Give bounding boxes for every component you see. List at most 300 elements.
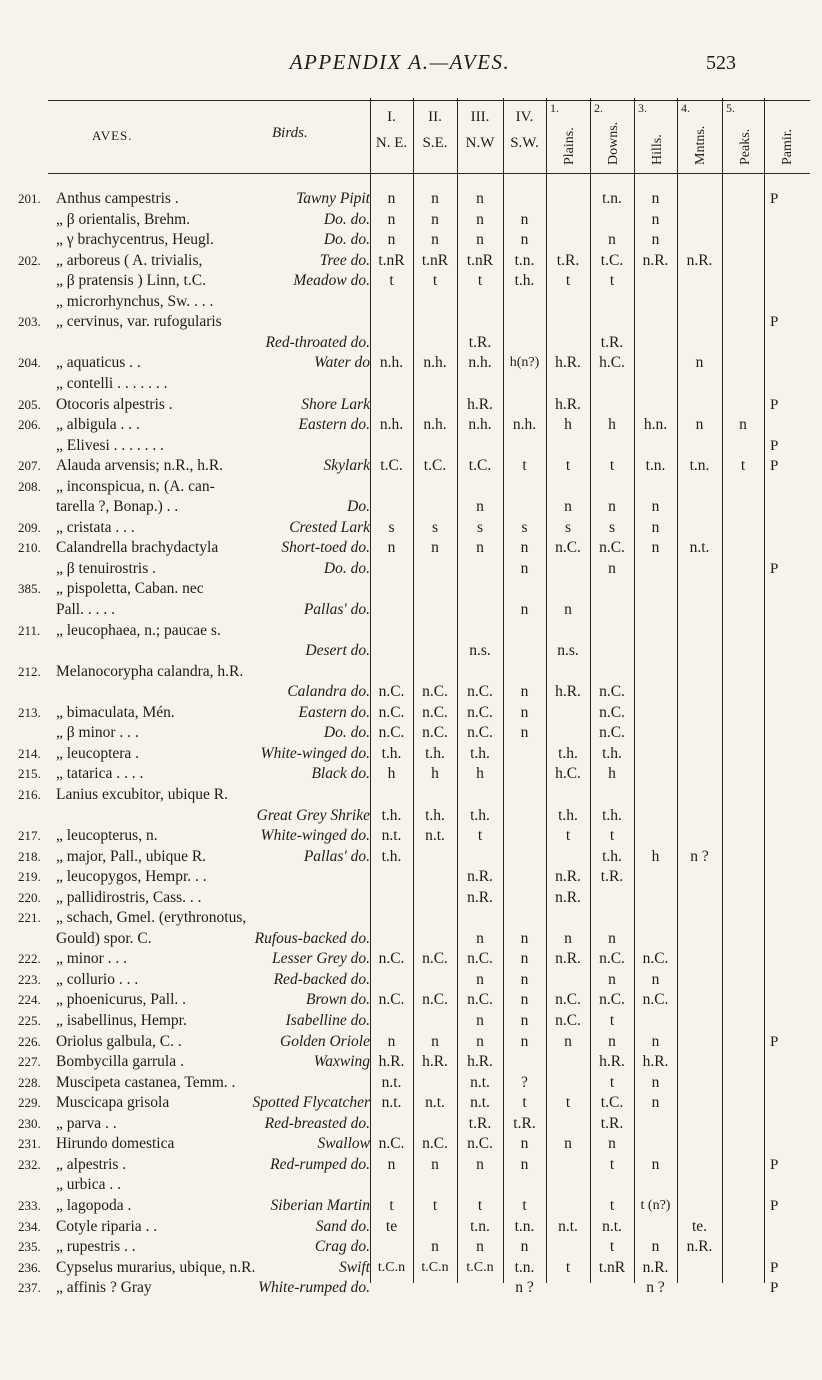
species-name: „ tatarica . . . . [56,765,144,783]
table-row [0,1277,822,1299]
occurrence-cell: n [431,231,439,249]
occurrence-cell: t.R. [513,1114,536,1132]
row-number: 212. [18,663,41,679]
occurrence-cell: t.n. [470,1217,490,1235]
zone-name: Mntns. [693,125,708,165]
occurrence-cell: n [520,601,529,618]
table-row [0,620,822,642]
english-name: Waxwing [313,1053,370,1071]
table-row [0,969,822,991]
occurrence-cell: n [431,1155,439,1173]
english-name: Sand do. [315,1217,370,1235]
species-name: Gould) spor. C. [56,929,152,947]
occurrence-cell: t.h. [381,744,402,762]
zone-name: Plains. [562,127,577,165]
occurrence-cell: t.h. [558,744,578,762]
occurrence-cell: n.t. [470,1073,490,1091]
occurrence-cell: n.C. [378,1135,405,1153]
row-number: 215. [18,766,41,782]
occurrence-cell: n.C. [422,991,448,1009]
occurrence-cell: n.C. [642,991,669,1009]
occurrence-cell: n [520,929,529,947]
occurrence-cell: t.n. [514,1217,535,1235]
occurrence-cell: n.C. [467,724,493,742]
species-name: „ affinis ? Gray [56,1279,152,1297]
occurrence-cell: n.h. [468,354,492,372]
zone-name: Peaks. [738,128,753,165]
occurrence-cell: n.t. [425,1094,445,1112]
english-name: Golden Oriole [280,1032,370,1050]
occurrence-cell: t.n. [514,1258,535,1276]
species-name: Melanocorypha calandra, h.R. [56,662,244,680]
table-row [0,578,822,600]
table-row [0,517,822,539]
occurrence-cell: n.C. [467,950,493,968]
occurrence-cell: n [476,210,484,228]
row-number: 234. [18,1218,41,1234]
occurrence-cell: n.C. [642,950,669,968]
table-row [0,270,822,292]
occurrence-cell: h.C. [599,354,625,372]
occurrence-cell: n.C. [422,683,448,701]
occurrence-cell: n.C. [422,950,448,968]
english-name: Spotted Flycatcher [252,1094,370,1112]
occurrence-cell: t.C. [600,251,624,269]
row-number: 224. [18,992,41,1008]
english-name: Pallas' do. [303,601,370,618]
occurrence-cell: t.h. [602,847,622,865]
occurrence-cell: h [608,765,616,783]
zone-column-heading [594,101,632,171]
occurrence-cell: t.n. [645,457,666,475]
occurrence-cell: n [520,991,529,1009]
english-name: Do. do. [323,724,370,742]
occurrence-cell: n.t. [425,827,445,845]
table-row [0,311,822,333]
english-name: Shore Lark [301,395,370,413]
table-row [0,784,822,806]
table-row [0,907,822,929]
occurrence-cell: s [388,518,395,536]
occurrence-cell: t.h. [558,806,578,824]
occurrence-cell: t.h. [602,744,622,762]
table-row [0,455,822,477]
birds-heading: Birds. [272,125,308,141]
occurrence-cell: n [431,1032,439,1050]
table-row [0,373,822,395]
english-name: Brown do. [305,991,370,1009]
region-number: II. [428,109,442,125]
pamir-mark: P [770,1259,779,1276]
pamir-mark: P [770,1197,779,1214]
table-row [0,229,822,251]
table-row [0,887,822,909]
species-name: „ β tenuirostris . [56,559,157,577]
occurrence-cell: n.C. [422,703,448,721]
occurrence-cell: t.h. [425,806,445,824]
occurrence-cell: t.h. [381,806,402,824]
occurrence-cell: n [476,539,484,557]
occurrence-cell: n [564,929,572,947]
table-row [0,1257,822,1279]
occurrence-cell: t [609,827,615,845]
occurrence-cell: t [565,457,571,475]
region-number: I. [387,109,396,125]
row-number: 229. [18,1095,41,1111]
species-name: „ rupestris . . [56,1238,136,1256]
occurrence-cell: n [651,539,660,557]
zone-number: 1. [550,101,559,115]
occurrence-cell: n.C. [467,703,493,721]
occurrence-cell: t [432,1196,438,1214]
english-name: Crested Lark [289,518,370,536]
species-name: „ pispoletta, Caban. nec [56,580,204,598]
species-name: Oriolus galbula, C. . [56,1032,182,1050]
occurrence-cell: n [520,559,529,577]
table-row [0,435,822,457]
occurrence-cell: n [476,190,484,207]
occurrence-cell: n [651,498,660,516]
occurrence-cell: n [651,1032,660,1050]
row-number: 202. [18,252,41,268]
occurrence-cell: n [520,950,529,968]
occurrence-cell: n [651,190,660,207]
pamir-mark: P [770,437,779,454]
zone-column-heading [638,101,675,171]
english-name: Water do [314,354,370,372]
occurrence-cell: n.h. [423,416,447,434]
occurrence-cell: n [520,1135,529,1153]
occurrence-cell: n [608,559,616,577]
occurrence-cell: h.C. [555,765,581,783]
occurrence-cell: n.t. [689,539,710,557]
occurrence-cell: t.n. [602,190,622,207]
row-number: 226. [18,1033,41,1049]
row-number: 230. [18,1115,41,1131]
occurrence-cell: n.C. [599,991,625,1009]
english-name: Meadow do. [293,272,370,290]
row-number: 227. [18,1054,41,1070]
pamir-mark: P [770,191,779,207]
species-name: „ urbica . . [56,1176,121,1194]
occurrence-cell: n.C. [467,991,493,1009]
species-name: „ leucopygos, Hempr. . . [56,868,207,886]
english-name: White-winged do. [260,827,370,845]
occurrence-cell: n [431,190,439,207]
occurrence-cell: h.R. [555,395,581,413]
occurrence-cell: t [609,1238,615,1256]
region-column-heading [503,104,546,156]
zone-number: 5. [726,101,735,115]
species-name: „ γ brachycentrus, Heugl. [56,231,214,249]
occurrence-cell: h.R. [467,1053,493,1071]
occurrence-cell: n.C. [378,991,405,1009]
species-name: „ minor . . . [56,950,128,968]
english-name: Great Grey Shrike [256,806,370,824]
occurrence-cell: h.R. [642,1053,669,1071]
occurrence-cell: t [522,1094,527,1112]
pamir-mark: P [770,314,779,331]
occurrence-cell: t.n. [514,251,535,269]
table-row [0,209,822,231]
occurrence-cell: n [520,1032,529,1050]
table-row [0,1113,822,1135]
occurrence-cell: n [476,498,484,516]
species-name: „ leucophaea, n.; paucae s. [56,621,221,639]
species-name: tarella ?, Bonap.) . . [56,498,179,516]
occurrence-cell: te [385,1217,398,1235]
occurrence-cell: n [608,1135,616,1153]
occurrence-cell: n [608,231,616,249]
occurrence-cell: n ? [690,847,709,865]
english-name: Desert do. [305,642,370,660]
occurrence-cell: n [476,1238,484,1256]
occurrence-cell: h [431,765,439,783]
english-name: Tawny Pipit [296,190,370,207]
row-number: 231. [18,1136,41,1152]
species-name: „ arboreus ( A. trivialis, [56,251,203,269]
occurrence-cell: n.C. [599,683,625,701]
row-number: 232. [18,1156,41,1172]
row-number: 206. [18,417,41,433]
english-name: Red-throated do. [265,333,370,351]
species-name: „ aquaticus . . [56,354,141,372]
species-name: „ microrhynchus, Sw. . . . [56,292,214,310]
english-name: Black do. [311,765,370,783]
species-name: „ collurio . . . [56,970,139,988]
occurrence-cell: n.C. [378,950,405,968]
row-number: 210. [18,540,41,556]
occurrence-cell: n [608,1032,616,1050]
occurrence-cell: h [608,416,616,434]
occurrence-cell: t (n?) [640,1197,671,1213]
occurrence-cell: s [521,518,528,536]
occurrence-cell: n [387,231,396,249]
occurrence-cell: t.C. [468,457,492,475]
species-name: Muscicapa grisola [56,1094,170,1112]
english-name: Red-rumped do. [270,1155,370,1173]
occurrence-cell: n [520,1238,529,1256]
occurrence-cell: n.C. [555,991,581,1009]
occurrence-cell: t.R. [600,1114,624,1132]
table-row [0,1051,822,1073]
table-header-rule [48,173,810,174]
row-number: 385. [18,581,41,597]
species-name: „ lagopoda . [56,1196,132,1214]
occurrence-cell: n [695,354,704,372]
species-name: „ leucopterus, n. [56,827,158,845]
aves-heading: AVES. [92,128,133,143]
occurrence-cell: n.C. [378,703,405,721]
occurrence-cell: n.t. [381,1073,402,1091]
occurrence-cell: n [651,1155,660,1173]
occurrence-cell: t [565,827,571,845]
occurrence-cell: t.R. [468,333,492,351]
occurrence-cell: t.h. [425,744,445,762]
occurrence-cell: n [739,416,747,434]
table-row [0,1195,822,1217]
occurrence-cell: t.R. [600,333,624,351]
region-column-heading [457,104,503,156]
english-name: Do. do. [323,210,370,228]
species-name: „ inconspicua, n. (A. can- [56,477,215,495]
species-name: „ albigula . . . [56,416,140,434]
english-name: Pallas' do. [303,847,370,865]
zone-column-heading [768,101,798,171]
occurrence-cell: n [520,683,529,701]
pamir-mark: P [770,1033,779,1050]
table-row [0,1072,822,1094]
region-number: III. [470,109,490,125]
occurrence-cell: n.C. [378,724,405,742]
table-row [0,681,822,703]
occurrence-cell: t [609,1155,615,1173]
zone-name: Downs. [606,121,621,165]
table-row [0,394,822,416]
species-name: Cotyle riparia . . [56,1217,158,1235]
occurrence-cell: n.t. [381,827,402,845]
occurrence-cell: t [609,1012,615,1029]
zone-name: Hills. [650,134,665,165]
occurrence-cell: n.t. [470,1094,490,1112]
region-name: S.E. [422,135,448,151]
occurrence-cell: h.R. [422,1053,448,1071]
region-name: N. E. [375,135,408,151]
occurrence-cell: h.R. [467,395,493,413]
occurrence-cell: n [520,970,529,988]
zone-number: 3. [638,101,647,115]
occurrence-cell: n [387,1032,396,1050]
row-number: 223. [18,971,41,987]
english-name: Red-backed do. [273,970,370,988]
occurrence-cell: n [387,210,396,228]
occurrence-cell: t.R. [556,251,580,269]
zone-column-heading [550,101,588,171]
occurrence-cell: n.R. [467,888,493,906]
english-name: Rufous-backed do. [254,929,370,947]
occurrence-cell: t.C. [380,457,403,475]
table-row [0,661,822,683]
english-name: White-winged do. [260,744,370,762]
table-row [0,846,822,868]
row-number: 201. [18,191,41,206]
table-row [0,743,822,765]
occurrence-cell: n [651,518,660,536]
species-name: „ β minor . . . [56,724,139,742]
occurrence-cell: n [476,1155,484,1173]
species-name: Anthus campestris . [56,190,179,207]
species-name: „ leucoptera . [56,744,140,762]
occurrence-cell: n.R. [686,251,713,269]
occurrence-cell: t.n. [689,457,710,475]
running-header: APPENDIX A.—AVES. [289,50,511,74]
occurrence-cell: n.h. [423,354,447,372]
occurrence-cell: n [608,498,616,516]
row-number: 217. [18,828,41,844]
species-name: „ isabellinus, Hempr. [56,1012,187,1029]
occurrence-cell: n [651,1073,660,1091]
occurrence-cell: t.R. [468,1114,492,1132]
occurrence-cell: h(n?) [509,355,540,371]
pamir-mark: P [770,1280,779,1297]
row-number: 222. [18,951,41,967]
zone-column-heading [726,101,762,171]
occurrence-cell: t.nR [466,251,494,269]
occurrence-cell: t [477,272,483,290]
occurrence-cell: h [387,765,396,783]
table-row [0,537,822,559]
occurrence-cell: t [389,272,394,290]
occurrence-cell: n [608,970,616,988]
row-number: 209. [18,519,41,535]
occurrence-cell: t [609,272,615,290]
species-name: „ pallidirostris, Cass. . . [56,888,202,906]
table-row [0,928,822,950]
occurrence-cell: t [740,457,746,475]
occurrence-cell: n [564,1032,572,1050]
row-number: 236. [18,1259,41,1275]
occurrence-cell: t.C.n [377,1259,406,1275]
occurrence-cell: t.h. [514,272,535,290]
table-row [0,332,822,354]
occurrence-cell: n ? [646,1279,665,1297]
english-name: Siberian Martin [270,1196,370,1214]
occurrence-cell: h [651,847,660,865]
english-name: Do. [347,498,370,516]
occurrence-cell: n [651,231,660,249]
english-name: Do. do. [323,559,370,577]
occurrence-cell: n.R. [686,1238,713,1256]
occurrence-cell: n.C. [599,724,625,742]
occurrence-cell: n.R. [642,251,669,269]
occurrence-cell: t [477,1196,483,1214]
species-name: „ cristata . . . [56,518,135,536]
occurrence-cell: s [431,518,439,536]
occurrence-cell: t.h. [381,847,402,865]
occurrence-cell: n.R. [555,950,581,968]
table-row [0,702,822,724]
occurrence-cell: n [564,601,572,618]
english-name: Skylark [323,457,370,475]
occurrence-cell: n [520,724,529,742]
row-number: 219. [18,869,41,885]
occurrence-cell: n.h. [468,416,492,434]
pamir-mark: P [770,396,779,413]
occurrence-cell: n.C. [422,1135,448,1153]
species-name: Alauda arvensis; n.R., h.R. [56,457,224,475]
occurrence-cell: n [695,416,704,434]
region-number: IV. [515,109,534,125]
table-row [0,1010,822,1032]
occurrence-cell: n [476,1032,484,1050]
table-row [0,948,822,970]
table-row [0,599,822,621]
occurrence-cell: n [431,539,439,557]
english-name: Red-breasted do. [264,1114,370,1132]
table-row [0,1174,822,1196]
species-name: „ β orientalis, Brehm. [56,210,191,228]
row-number: 207. [18,458,41,474]
table-row [0,1031,822,1053]
region-column-heading [370,104,413,156]
species-name: Lanius excubitor, ubique R. [56,785,228,803]
english-name: Do. do. [323,231,370,249]
occurrence-cell: n [431,1238,439,1256]
occurrence-cell: t [565,1094,571,1112]
row-number: 221. [18,910,41,926]
occurrence-cell: n.R. [642,1258,669,1276]
row-number: 228. [18,1074,41,1090]
